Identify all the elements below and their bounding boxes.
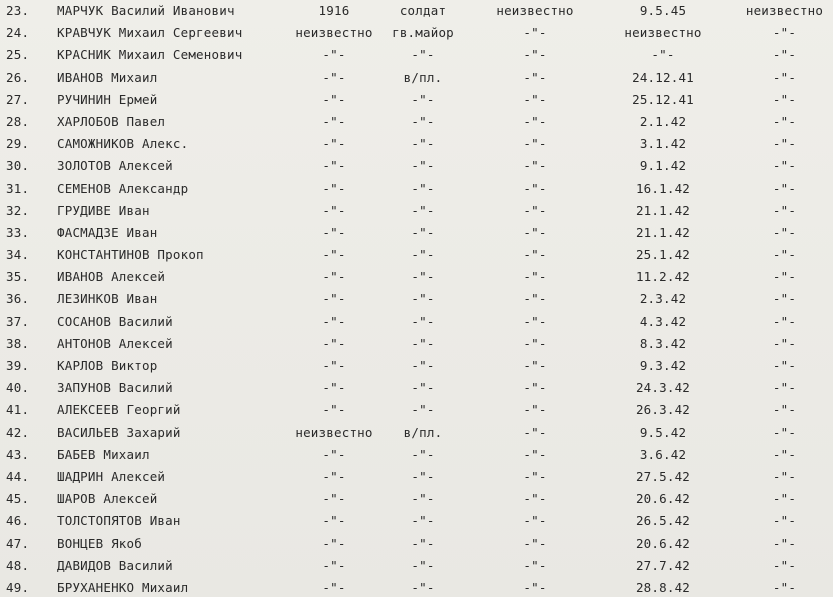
- birthplace: -"-: [523, 180, 547, 196]
- military-rank: -"-: [411, 202, 435, 218]
- person-name: СОСАНОВ Василий: [57, 313, 173, 329]
- birth-year: -"-: [322, 224, 346, 240]
- burial-place: -"-: [772, 513, 797, 529]
- death-date: 27.5.42: [635, 468, 691, 484]
- birth-year: -"-: [322, 579, 346, 595]
- list-item: [0, 222, 833, 244]
- person-name: АНТОНОВ Алексей: [57, 335, 173, 351]
- death-date: 20.6.42: [635, 535, 691, 551]
- death-date: 27.7.42: [635, 557, 691, 573]
- burial-place: -"-: [772, 468, 797, 484]
- military-rank: солдат: [399, 3, 447, 18]
- birth-year: -"-: [322, 491, 346, 507]
- list-item: [0, 444, 833, 466]
- burial-place: -"-: [772, 557, 797, 573]
- military-rank: -"-: [411, 535, 435, 551]
- birth-year: -"-: [322, 557, 346, 573]
- person-name: ФАСМАДЗЕ Иван: [57, 224, 158, 240]
- birth-year: -"-: [322, 269, 346, 285]
- military-rank: -"-: [411, 579, 435, 595]
- death-date: 9.1.42: [639, 158, 687, 174]
- person-name: ИВАНОВ Михаил: [57, 69, 158, 85]
- birthplace: -"-: [523, 313, 547, 329]
- birth-year: -"-: [322, 380, 346, 396]
- list-item: [0, 488, 833, 510]
- birthplace: -"-: [523, 535, 547, 551]
- birth-year: неизвестно: [295, 424, 373, 440]
- death-date: 9.5.45: [639, 3, 687, 18]
- birthplace: -"-: [523, 579, 547, 595]
- row-number: 40.: [6, 380, 30, 396]
- list-item: [0, 377, 833, 399]
- person-name: ДАВИДОВ Василий: [57, 557, 173, 573]
- birthplace: -"-: [523, 113, 547, 129]
- death-date: 26.5.42: [635, 513, 691, 529]
- list-item: [0, 577, 833, 597]
- birthplace: -"-: [523, 291, 547, 307]
- burial-place: -"-: [772, 313, 797, 329]
- list-item: [0, 0, 833, 22]
- birthplace: -"-: [523, 25, 547, 41]
- person-name: САМОЖНИКОВ Алекс.: [57, 136, 189, 152]
- burial-place: -"-: [772, 25, 797, 41]
- burial-place: -"-: [772, 402, 797, 418]
- birth-year: -"-: [322, 313, 346, 329]
- row-number: 44.: [6, 468, 30, 484]
- person-name: КОНСТАНТИНОВ Прокоп: [57, 247, 204, 263]
- row-number: 42.: [6, 424, 30, 440]
- list-item: [0, 266, 833, 288]
- list-item: [0, 44, 833, 66]
- birth-year: -"-: [322, 446, 346, 462]
- person-name: КАРЛОВ Виктор: [57, 358, 158, 373]
- row-number: 31.: [6, 180, 30, 196]
- burial-place: -"-: [772, 358, 797, 373]
- military-rank: -"-: [411, 269, 435, 285]
- death-date: 11.2.42: [635, 269, 691, 285]
- row-number: 37.: [6, 313, 30, 329]
- burial-place: -"-: [772, 535, 797, 551]
- burial-place: -"-: [772, 69, 797, 85]
- row-number: 41.: [6, 402, 30, 418]
- military-rank: -"-: [411, 158, 435, 174]
- row-number: 27.: [6, 91, 30, 107]
- military-rank: в/пл.: [403, 69, 443, 85]
- burial-place: -"-: [772, 202, 797, 218]
- death-date: 21.1.42: [635, 224, 691, 240]
- burial-place: неизвестно: [745, 3, 824, 18]
- person-name: КРАСНИК Михаил Семенович: [57, 47, 243, 63]
- row-number: 24.: [6, 25, 30, 41]
- birthplace: -"-: [523, 69, 547, 85]
- list-item: [0, 510, 833, 532]
- birthplace: -"-: [523, 158, 547, 174]
- birth-year: -"-: [322, 47, 346, 63]
- birth-year: -"-: [322, 335, 346, 351]
- birthplace: -"-: [523, 513, 547, 529]
- birth-year: -"-: [322, 402, 346, 418]
- list-item: [0, 200, 833, 222]
- military-rank: -"-: [411, 47, 435, 63]
- death-date: неизвестно: [624, 25, 702, 41]
- birth-year: -"-: [322, 358, 346, 373]
- list-item: [0, 399, 833, 421]
- burial-place: -"-: [772, 158, 797, 174]
- death-date: 24.3.42: [635, 380, 691, 396]
- person-name: ЛЕЗИНКОВ Иван: [57, 291, 158, 307]
- birth-year: -"-: [322, 91, 346, 107]
- death-date: 8.3.42: [639, 335, 687, 351]
- death-date: 26.3.42: [635, 402, 691, 418]
- military-rank: -"-: [411, 513, 435, 529]
- list-item: [0, 555, 833, 577]
- person-name: РУЧИНИН Ермей: [57, 91, 158, 107]
- birthplace: -"-: [523, 491, 547, 507]
- person-name: ХАРЛОБОВ Павел: [57, 113, 166, 129]
- burial-place: -"-: [772, 380, 797, 396]
- burial-place: -"-: [772, 91, 797, 107]
- military-rank: -"-: [411, 136, 435, 152]
- military-rank: -"-: [411, 380, 435, 396]
- military-rank: -"-: [411, 113, 435, 129]
- row-number: 43.: [6, 446, 30, 462]
- military-rank: -"-: [411, 468, 435, 484]
- list-item: [0, 22, 833, 44]
- row-number: 48.: [6, 557, 30, 573]
- death-date: 20.6.42: [635, 491, 691, 507]
- military-rank: в/пл.: [403, 424, 443, 440]
- burial-place: -"-: [772, 224, 797, 240]
- person-name: ШАДРИН Алексей: [57, 468, 166, 484]
- row-number: 36.: [6, 291, 30, 307]
- military-rank: -"-: [411, 180, 435, 196]
- birthplace: -"-: [523, 402, 547, 418]
- person-name: ЗОЛОТОВ Алексей: [57, 158, 173, 174]
- list-item: [0, 466, 833, 488]
- person-name: СЕМЕНОВ Александр: [57, 180, 189, 196]
- military-rank: -"-: [411, 358, 435, 373]
- person-name: ТОЛСТОПЯТОВ Иван: [57, 513, 181, 529]
- death-date: 3.1.42: [639, 136, 687, 152]
- death-date: 24.12.41: [632, 69, 694, 85]
- military-rank: -"-: [411, 224, 435, 240]
- burial-place: -"-: [772, 491, 797, 507]
- birth-year: неизвестно: [295, 25, 373, 41]
- list-item: [0, 422, 833, 444]
- burial-place: -"-: [772, 269, 797, 285]
- death-date: 9.5.42: [639, 424, 687, 440]
- burial-place: -"-: [772, 335, 797, 351]
- list-item: [0, 333, 833, 355]
- birthplace: -"-: [523, 136, 547, 152]
- birthplace: -"-: [523, 557, 547, 573]
- list-item: [0, 133, 833, 155]
- row-number: 45.: [6, 491, 30, 507]
- list-item: [0, 311, 833, 333]
- burial-place: -"-: [772, 136, 797, 152]
- person-name: КРАВЧУК Михаил Сергеевич: [57, 25, 243, 41]
- list-item: [0, 244, 833, 266]
- person-name: ГРУДИВЕ Иван: [57, 202, 150, 218]
- row-number: 25.: [6, 47, 30, 63]
- row-number: 28.: [6, 113, 30, 129]
- military-rank: -"-: [411, 313, 435, 329]
- person-name: ШАРОВ Алексей: [57, 491, 158, 507]
- birth-year: -"-: [322, 113, 346, 129]
- person-name: МАРЧУК Василий Иванович: [57, 3, 235, 18]
- row-number: 46.: [6, 513, 30, 529]
- death-date: 2.3.42: [639, 291, 687, 307]
- military-rank: -"-: [411, 291, 435, 307]
- death-date: 28.8.42: [635, 579, 691, 595]
- burial-place: -"-: [772, 579, 797, 595]
- birth-year: -"-: [322, 513, 346, 529]
- birthplace: -"-: [523, 335, 547, 351]
- birth-year: -"-: [322, 247, 346, 263]
- military-rank: -"-: [411, 91, 435, 107]
- row-number: 29.: [6, 136, 30, 152]
- military-rank: гв.майор: [392, 25, 454, 41]
- list-item: [0, 178, 833, 200]
- row-number: 38.: [6, 335, 30, 351]
- military-rank: -"-: [411, 335, 435, 351]
- military-rank: -"-: [411, 557, 435, 573]
- row-number: 26.: [6, 69, 30, 85]
- birthplace: -"-: [523, 47, 547, 63]
- military-rank: -"-: [411, 402, 435, 418]
- birthplace: -"-: [523, 202, 547, 218]
- list-item: [0, 89, 833, 111]
- person-name: ВОНЦЕВ Якоб: [57, 535, 142, 551]
- person-name: БАБЕВ Михаил: [57, 446, 150, 462]
- row-number: 32.: [6, 202, 30, 218]
- list-item: [0, 288, 833, 310]
- person-name: ЗАПУНОВ Василий: [57, 380, 173, 396]
- death-date: 2.1.42: [639, 113, 687, 129]
- death-date: 25.1.42: [635, 247, 691, 263]
- birthplace: -"-: [523, 468, 547, 484]
- military-rank: -"-: [411, 247, 435, 263]
- person-name: БРУХАНЕНКО Михаил: [57, 579, 189, 595]
- birth-year: -"-: [322, 158, 346, 174]
- death-date: 25.12.41: [632, 91, 694, 107]
- row-number: 30.: [6, 158, 30, 174]
- birthplace: -"-: [523, 424, 547, 440]
- row-number: 34.: [6, 247, 30, 263]
- military-rank: -"-: [411, 446, 435, 462]
- person-name: ВАСИЛЬЕВ Захарий: [57, 424, 181, 440]
- death-date: -"-: [651, 47, 675, 63]
- row-number: 47.: [6, 535, 30, 551]
- row-number: 49.: [6, 579, 30, 595]
- row-number: 33.: [6, 224, 30, 240]
- birth-year: -"-: [322, 468, 346, 484]
- death-date: 3.6.42: [639, 446, 687, 462]
- person-name: ИВАНОВ Алексей: [57, 269, 166, 285]
- birthplace: -"-: [523, 269, 547, 285]
- list-item: [0, 355, 833, 377]
- birthplace: -"-: [523, 446, 547, 462]
- birth-year: 1916: [318, 3, 350, 18]
- birthplace: -"-: [523, 358, 547, 373]
- burial-place: -"-: [772, 291, 797, 307]
- list-item: [0, 533, 833, 555]
- list-item: [0, 155, 833, 177]
- row-number: 35.: [6, 269, 30, 285]
- list-item: [0, 67, 833, 89]
- birth-year: -"-: [322, 202, 346, 218]
- birthplace: -"-: [523, 91, 547, 107]
- birth-year: -"-: [322, 291, 346, 307]
- death-date: 9.3.42: [639, 358, 687, 373]
- death-date: 21.1.42: [635, 202, 691, 218]
- burial-place: -"-: [772, 180, 797, 196]
- burial-place: -"-: [772, 113, 797, 129]
- birth-year: -"-: [322, 535, 346, 551]
- birth-year: -"-: [322, 136, 346, 152]
- burial-place: -"-: [772, 247, 797, 263]
- burial-place: -"-: [772, 446, 797, 462]
- death-date: 16.1.42: [635, 180, 691, 196]
- row-number: 23.: [6, 3, 30, 18]
- birth-year: -"-: [322, 69, 346, 85]
- burial-place: -"-: [772, 424, 797, 440]
- military-rank: -"-: [411, 491, 435, 507]
- birthplace: -"-: [523, 224, 547, 240]
- burial-place: -"-: [772, 47, 797, 63]
- death-date: 4.3.42: [639, 313, 687, 329]
- birthplace: неизвестно: [496, 3, 574, 18]
- row-number: 39.: [6, 358, 30, 373]
- birthplace: -"-: [523, 247, 547, 263]
- list-item: [0, 111, 833, 133]
- birth-year: -"-: [322, 180, 346, 196]
- birthplace: -"-: [523, 380, 547, 396]
- person-name: АЛЕКСЕЕВ Георгий: [57, 402, 181, 418]
